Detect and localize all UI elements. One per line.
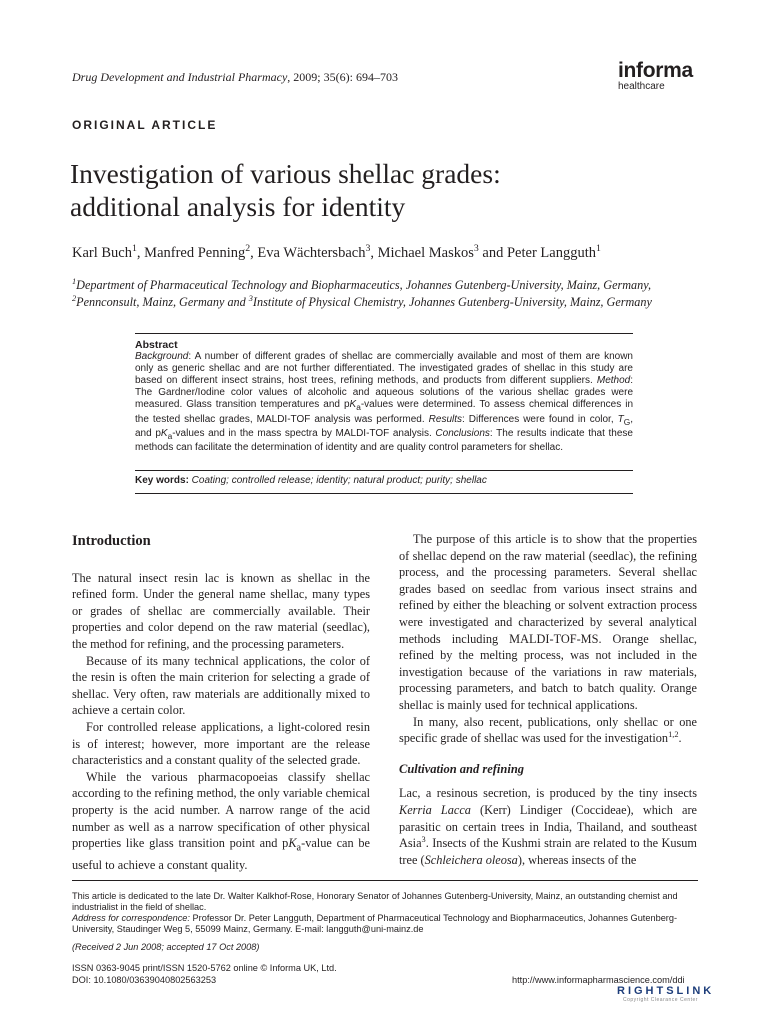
- abstract-label: Background: [135, 351, 189, 363]
- abstract-text: , and p: [135, 413, 633, 439]
- abstract-subscript: G: [623, 416, 631, 427]
- paragraph: [399, 785, 697, 868]
- abstract-text: : The Gardner/Iodine color values of alcoholic and aqueous solutions of the various shellac grades were measured. Glass transition temperatures and p: [135, 375, 633, 411]
- abstract-mid-rule: [135, 470, 633, 471]
- article-title: [70, 157, 710, 223]
- paragraph: [399, 714, 697, 747]
- abstract-text: : Differences were found in color,: [462, 413, 618, 425]
- affil-text: Institute of Physical Chemistry, Johannes Gutenberg-University, Mainz, Germany: [252, 295, 652, 309]
- keywords: [135, 475, 633, 486]
- title-line-1: Investigation of various shellac grades:: [70, 158, 501, 189]
- paragraph-text: Lac, a resinous secretion, is produced by the tiny insects: [399, 786, 697, 801]
- affil-text: Department of Pharmaceutical Technology and Biopharmaceutics, Johannes Gutenberg-University, Mainz, Germany,: [76, 278, 651, 292]
- correspondence-note: [72, 913, 698, 935]
- paragraph-text: ), whereas insects of the: [517, 852, 637, 867]
- correspondence-label: Address for correspondence:: [72, 913, 190, 923]
- abstract-symbol: K: [349, 399, 357, 411]
- abstract: [135, 339, 633, 454]
- rightslink-wordmark: RIGHTSLINK: [617, 985, 715, 997]
- dedication-note: This article is dedicated to the late Dr. Walter Kalkhof-Rose, Honorary Senator of Johannes Gutenberg-University, Mainz, an outstanding chemist and industrialist in the field of shellac.: [72, 891, 678, 912]
- affil-marker: 1: [72, 276, 77, 286]
- article-type: ORIGINAL ARTICLE: [72, 118, 218, 132]
- author-name: and Peter Langguth: [478, 245, 596, 261]
- doi-line: DOI: 10.1080/03639040802563253: [72, 974, 217, 985]
- species-name: Kerria Lacca: [399, 802, 471, 817]
- section-heading: Introduction: [72, 533, 151, 549]
- received-dates: (Received 2 Jun 2008; accepted 17 Oct 2008): [72, 942, 260, 952]
- journal-citation: [72, 70, 398, 85]
- abstract-symbol: T: [617, 413, 624, 425]
- keywords-label: Key words:: [135, 475, 189, 486]
- author-name: , Eva Wächtersbach: [250, 245, 366, 261]
- abstract-label: Method: [596, 375, 631, 387]
- abstract-text: -values were determined. To assess chemical differences in the tested shellac grades, MALDI-TOF analysis was performed.: [135, 399, 634, 425]
- paragraph-subscript: a: [296, 842, 302, 854]
- author-name: , Michael Maskos: [370, 245, 474, 261]
- rightslink-logo[interactable]: [617, 985, 757, 1001]
- paragraph: For controlled release applications, a light-colored resin is of interest; however, more important are the release characteristics and a constant quality of the selected grade.: [72, 719, 370, 768]
- abstract-symbol: K: [160, 427, 168, 439]
- rightslink-subtitle: Copyright Clearance Center: [623, 997, 698, 1003]
- affiliations: [72, 277, 712, 311]
- paragraph-text: In many, also recent, publications, only shellac or one specific grade of shellac was used for the investigation: [399, 714, 697, 746]
- abstract-body: [135, 351, 633, 454]
- species-name: Schleichera oleosa: [424, 852, 518, 867]
- abstract-top-rule: [135, 333, 633, 334]
- body-column-left: [72, 533, 370, 874]
- abstract-text: : A number of different grades of shellac are commercially available and most of them are known only as generic shellac and are not further differentiated. The investigated grades of shellac in this study are based on different insect strains, host trees, refining methods, and products from different suppliers.: [135, 351, 633, 387]
- author-name: Karl Buch: [72, 245, 132, 261]
- body-column-right: [399, 531, 697, 868]
- paragraph: The purpose of this article is to show that the properties of shellac depend on the raw material (seedlac), the refining process, and the processing parameters. Several shellac grades based on seedlac from various insect strains and refined by either the bleaching or solvent extraction process were investigated and characterized by several analytical methods including MALDI-TOF-MS. Orange shellac, refined by the melting process, was not included in the investigation because of the variations in raw materials, processing parameters, and batch to batch quality. Orange shellac is mainly used for technical applications.: [399, 532, 697, 712]
- paragraph-text: (Kerr) Lindiger (Coccideae), which are parasitic on certain trees in India, Thailand, and southeast Asia: [399, 802, 698, 851]
- author-affil-ref: 2: [245, 243, 251, 255]
- footnotes: [72, 891, 698, 935]
- affil-marker: 2: [72, 293, 77, 303]
- paragraph-text: . Insects of the Kushmi strain are related to the Kusum tree (: [399, 836, 697, 867]
- author-list: [72, 245, 712, 262]
- issn-doi-block: [72, 963, 337, 986]
- paragraph: Because of its many technical applications, the color of the resin is often the main criterion for selecting a grade of shellac. Very often, raw materials are additionally mixed to achieve a certain color.: [72, 653, 370, 718]
- author-affil-ref: 1: [595, 243, 601, 255]
- abstract-label: Results: [428, 413, 463, 425]
- affil-marker: 3: [248, 293, 253, 303]
- author-affil-ref: 3: [473, 243, 479, 255]
- logo-wordmark: informa: [618, 59, 693, 82]
- paragraph: [72, 769, 370, 874]
- affil-text: Pennconsult, Mainz, Germany and: [76, 295, 249, 309]
- abstract-subscript: a: [167, 430, 173, 441]
- abstract-subscript: a: [356, 402, 361, 413]
- abstract-heading: Abstract: [135, 339, 178, 351]
- subsection-heading: Cultivation and refining: [399, 761, 525, 776]
- abstract-text: -values and in the mass spectra by MALDI-TOF analysis.: [172, 427, 436, 439]
- paragraph-text: -value can be useful to achieve a constant quality.: [72, 836, 371, 873]
- paragraph-symbol: K: [288, 836, 297, 851]
- keywords-list: Coating; controlled release; identity; natural product; purity; shellac: [188, 475, 487, 486]
- journal-url-link[interactable]: http://www.informapharmascience.com/ddi: [512, 975, 685, 985]
- logo-subtitle: healthcare: [618, 81, 665, 92]
- author-affil-ref: 3: [365, 243, 371, 255]
- citation-ref: 3: [421, 835, 426, 844]
- abstract-label: Conclusions: [435, 427, 490, 439]
- issn-line: ISSN 0363-9045 print/ISSN 1520-5762 online © Informa UK, Ltd.: [72, 963, 337, 973]
- abstract-text: : The results indicate that these methods can facilitate the determination of identity and are quality control parameters for shellac.: [135, 427, 633, 453]
- author-name: , Manfred Penning: [136, 245, 246, 261]
- paragraph: The natural insect resin lac is known as shellac in the refined form. Under the general name shellac, many types or grades of shellac are commercially available. Their properties and color depend on the raw material (seedlac), the method for refining, and the processing parameters.: [72, 570, 370, 651]
- title-line-2: additional analysis for identity: [70, 191, 406, 222]
- paragraph-text: .: [678, 731, 682, 746]
- author-affil-ref: 1: [132, 243, 137, 255]
- paragraph-text: While the various pharmacopoeias classify shellac according to the refining method, the only variable chemical property is the acid number. A narrow range of the acid number as well as a narrow specification of other physical properties like glass transition point and p: [72, 769, 370, 851]
- correspondence-text: Professor Dr. Peter Langguth, Department of Pharmaceutical Technology and Biopharmaceutics, Johannes Gutenberg-University, Staudinger Weg 5, 55099 Mainz, Germany. E-mail: langguth@uni-mainz.de: [72, 913, 678, 934]
- journal-name: Drug Development and Industrial Pharmacy: [72, 70, 288, 84]
- citation-ref: 1,2: [668, 730, 679, 740]
- footnote-rule: [72, 880, 698, 881]
- publisher-logo: [618, 60, 700, 92]
- journal-volume: , 2009; 35(6): 694–703: [287, 70, 398, 84]
- abstract-bottom-rule: [135, 493, 633, 494]
